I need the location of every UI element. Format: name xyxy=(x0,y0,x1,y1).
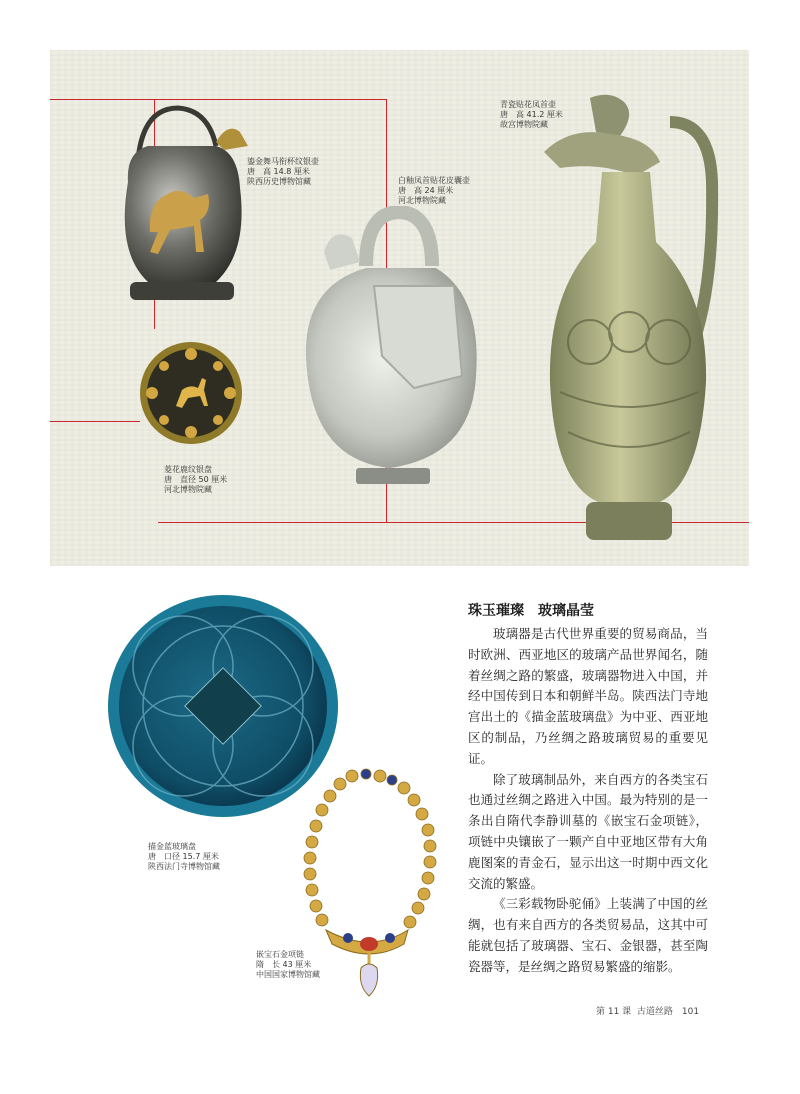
deer-plate-caption: 菱花鹿纹银盘 唐 直径 50 厘米 河北博物院藏 xyxy=(164,465,228,494)
white-phoenix-pot-image xyxy=(286,206,490,490)
white-pot-caption: 白釉凤首贴花皮囊壶 唐 高 24 厘米 河北博物院藏 xyxy=(398,176,470,205)
body-paragraph: 《三彩载物卧驼俑》上装满了中国的丝绸，也有来自西方的各类贸易品，这其中可能就包括了玻璃器、宝石、金银器，甚至陶瓷器等，是丝绸之路贸易繁盛的缩影。 xyxy=(468,896,708,974)
page-footer: 第 11 课 古道丝路 101 xyxy=(596,1007,700,1017)
body-paragraph: 除了玻璃制品外，来自西方的各类宝石也通过丝绸之路进入中国。最为特别的是一条出自隋代李静训墓的《嵌宝石金项链》，项链中央镶嵌了一颗产自中亚地区带有大角鹿图案的青金石，显示出这一时期中西文化交流的繁盛。 xyxy=(468,771,708,891)
leader-line xyxy=(50,99,387,100)
silver-pot-caption: 鎏金舞马衔杯纹银壶 唐 高 14.8 厘米 陕西历史博物馆藏 xyxy=(247,157,319,186)
necklace-caption: 嵌宝石金项链 隋 长 43 厘米 中国国家博物馆藏 xyxy=(256,950,320,979)
green-ewer-caption: 青瓷贴花凤首壶 唐 高 41.2 厘米 故宫博物院藏 xyxy=(500,100,563,129)
glass-plate-caption: 描金蓝玻璃盘 唐 口径 15.7 厘米 陕西法门寺博物馆藏 xyxy=(148,842,220,871)
celadon-phoenix-ewer-image xyxy=(540,92,720,546)
section-body xyxy=(468,624,708,978)
section-heading: 珠玉璀璨 玻璃晶莹 xyxy=(468,603,594,619)
deer-silver-plate-image xyxy=(138,340,244,446)
body-paragraph: 玻璃器是古代世界重要的贸易商品，当时欧洲、西亚地区的玻璃产品世界闻名，随着丝绸之路的繁盛，玻璃器物进入中国，并经中国传到日本和朝鲜半岛。陕西法门寺地宫出土的《描金蓝玻璃盘》为中亚、西亚地区的制品，乃丝绸之路玻璃贸易的重要见证。 xyxy=(468,626,708,766)
silver-horse-pot-image xyxy=(108,102,256,306)
leader-line xyxy=(50,421,140,422)
